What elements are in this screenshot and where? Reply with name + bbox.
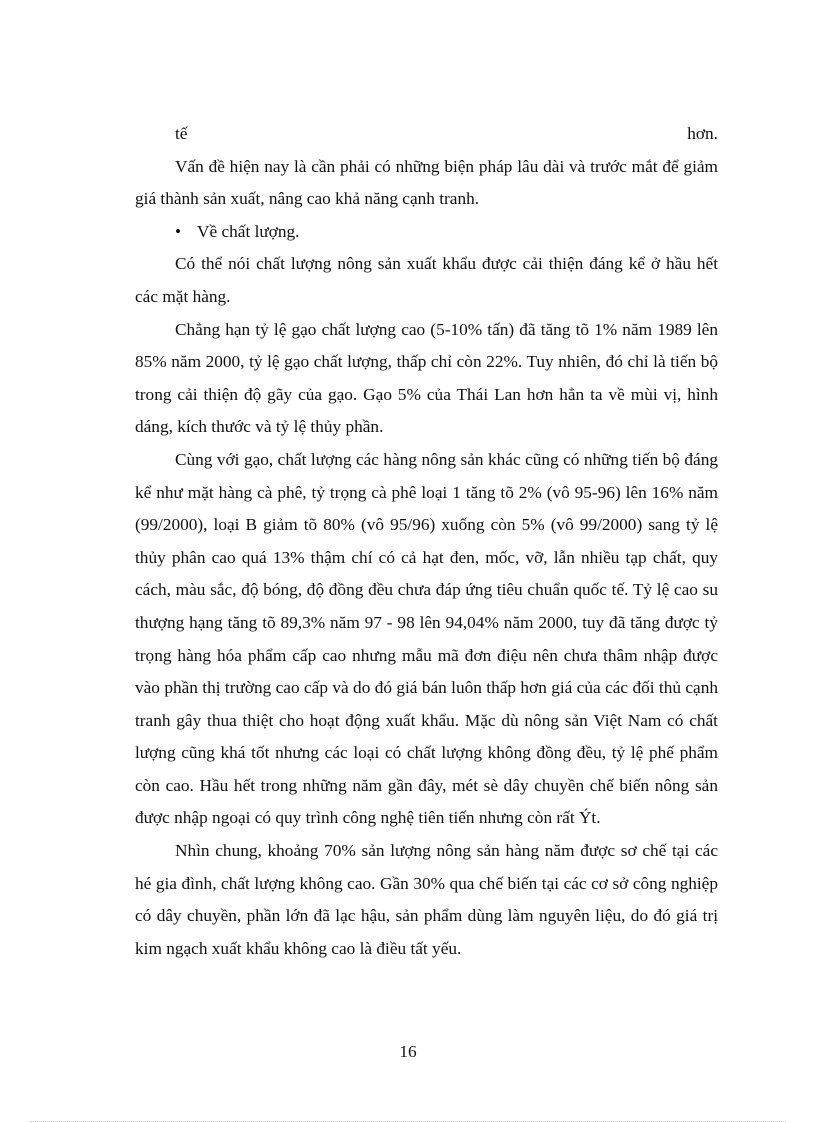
paragraph-4: Cùng với gạo, chất lượng các hàng nông sản khác cũng có những tiến bộ đáng kể như mặt hàng cà phê, tỷ trọng cà phê loại 1 tăng tõ 2% (vô 95-96) lên 16% năm (99/2000), loại B giảm tõ 80% (vô 95/96) xuống còn 5% (vô 99/2000) sang tỷ lệ thủy phân cao quá 13% thậm chí có cả hạt đen, mốc, vỡ, lẫn nhiều tạp chất, quy cách, màu sắc, độ bóng, độ đồng đều chưa đáp ứng tiêu chuẩn quốc tế. Tỷ lệ cao su thượng hạng tăng tõ 89,3% năm 97 - 98 lên 94,04% năm 2000, tuy đã tăng được tỷ trọng hàng hóa phẩm cấp cao nhưng mẫu mã đơn điệu nên chưa thâm nhập được vào phần thị trường cao cấp và do đó giá bán luôn thấp hơn giá của các đối thủ cạnh tranh gây thua thiệt cho hoạt động xuất khẩu. Mặc dù nông sản Việt Nam có chất lượng cũng khá tốt nhưng các loại có chất lượng không đồng đều, tỷ lệ phế phẩm còn cao. Hầu hết trong những năm gần đây, mét sè dây chuyền chế biến nông sản được nhập ngoại có quy trình công nghệ tiên tiến nhưng còn rất Ýt. [135,449,718,828]
continuation-start: tế [175,124,188,143]
bullet-item-quality [135,216,718,249]
paragraph-2: Có thể nói chất lượng nông sản xuất khẩu được cải thiện đáng kể ở hầu hết các mặt hàng. [135,254,718,306]
bullet-icon: • [175,221,182,241]
continuation-end: hơn. [687,124,718,143]
page-bottom-divider [30,1121,786,1122]
paragraph-5: Nhìn chung, khoảng 70% sản lượng nông sản hàng năm được sơ chế tại các hé gia đình, chất lượng không cao. Gần 30% qua chế biến tại các cơ sở công nghiệp có dây chuyền, phần lớn đã lạc hậu, sản phẩm dùng làm nguyên liệu, do đó giá trị kim ngạch xuất khẩu không cao là điều tất yếu. [135,841,718,958]
continuation-line [135,118,718,151]
paragraph-1: Vấn đề hiện nay là cần phải có những biện pháp lâu dài và trước mắt để giảm giá thành sản xuất, nâng cao khả năng cạnh tranh. [135,156,718,209]
bullet-text: Về chất lượng. [197,221,300,241]
page-number: 16 [399,1042,417,1061]
paragraph-3: Chẳng hạn tỷ lệ gạo chất lượng cao (5-10% tấn) đã tăng tõ 1% năm 1989 lên 85% năm 2000, tỷ lệ gạo chất lượng, thấp chỉ còn 22%. Tuy nhiên, đó chỉ là tiến bộ trong cải thiện độ gãy của gạo. Gạo 5% của Thái Lan hơn hẳn ta về mùi vị, hình dáng, kích thước và tỷ lệ thủy phần. [135,319,718,437]
body-text [135,118,718,965]
